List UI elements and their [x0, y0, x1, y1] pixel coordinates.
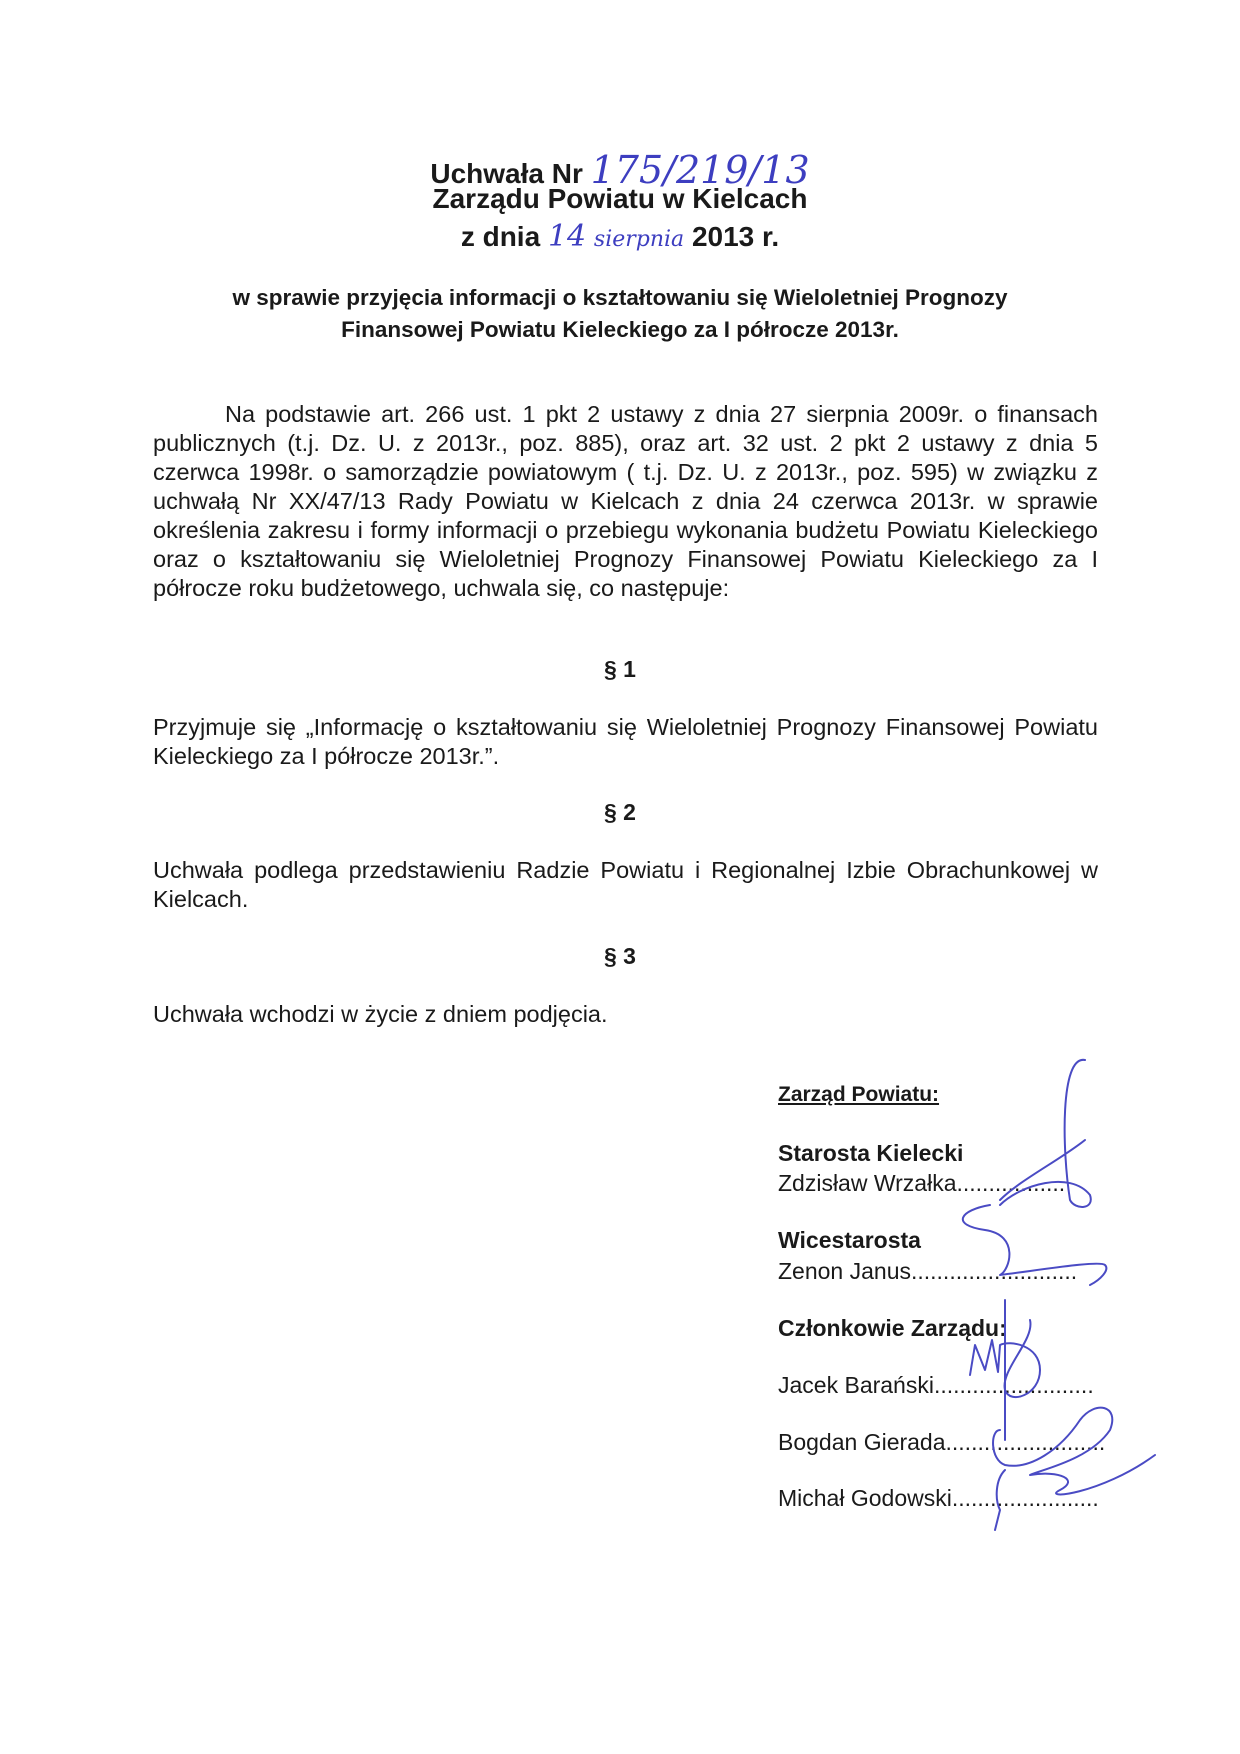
- section-1-heading: § 1: [604, 656, 636, 682]
- preamble-paragraph: Na podstawie art. 266 ust. 1 pkt 2 ustawy z dnia 27 sierpnia 2009r. o finansach publicznych (t.j. Dz. U. z 2013r., poz. 885), oraz art. 32 ust. 2 pkt 2 ustawy z dnia 5 czerwca 1998r. o samorządzie powiatowym ( t.j. Dz. U. z 2013r., poz. 595) w związku z uchwałą Nr XX/47/13 Rady Powiatu w Kielcach z dnia 24 czerwca 2013r. w sprawie określenia zakresu i formy informacji o przebiegu wykonania budżetu Powiatu Kieleckiego oraz o kształtowaniu się Wieloletniej Prognozy Finansowej Powiatu Kieleckiego za I półrocze roku budżetowego, uchwala się, co następuje:: [153, 401, 1098, 601]
- member-2-line: Bogdan Gierada.........................: [778, 1429, 1106, 1455]
- section-1-text: Przyjmuje się „Informację o kształtowaniu się Wieloletniej Prognozy Finansowej Powiatu Kieleckiego za I półrocze 2013r.”.: [153, 714, 1098, 769]
- starosta-title: Starosta Kielecki: [778, 1140, 964, 1166]
- date-day-handwritten: 14: [547, 219, 587, 254]
- wicestarosta-name-line: Zenon Janus..........................: [778, 1258, 1078, 1284]
- subject-line-2: Finansowej Powiatu Kieleckiego za I półrocze 2013r.: [341, 317, 899, 342]
- issuing-body: Zarządu Powiatu w Kielcach: [432, 183, 808, 214]
- date-prefix: z dnia: [460, 221, 541, 252]
- starosta-name-line: Zdzisław Wrzałka.................: [778, 1170, 1066, 1196]
- date-year: 2013 r.: [691, 221, 780, 252]
- board-heading: Zarząd Powiatu:: [778, 1083, 940, 1106]
- date-month-handwritten: sierpnia: [593, 227, 685, 252]
- section-3-heading: § 3: [604, 943, 636, 969]
- section-2-text: Uchwała podlega przedstawieniu Radzie Powiatu i Regionalnej Izbie Obrachunkowej w Kielcach.: [153, 857, 1098, 912]
- wicestarosta-title: Wicestarosta: [778, 1227, 921, 1253]
- resolution-date: [0, 219, 1240, 254]
- resolution-number-handwritten: 175/219/13: [590, 148, 810, 192]
- member-3-line: Michał Godowski.......................: [778, 1485, 1099, 1511]
- resolution-subject: [150, 282, 1090, 346]
- section-3-text: Uchwała wchodzi w życie z dniem podjęcia.: [153, 1001, 608, 1027]
- section-2-heading: § 2: [604, 799, 636, 825]
- subject-line-1: w sprawie przyjęcia informacji o kształtowaniu się Wieloletniej Prognozy: [232, 285, 1008, 310]
- member-1-line: Jacek Barański.........................: [778, 1372, 1094, 1398]
- resolution-title-prefix: Uchwała Nr: [430, 158, 583, 189]
- members-heading: Członkowie Zarządu:: [778, 1315, 1007, 1341]
